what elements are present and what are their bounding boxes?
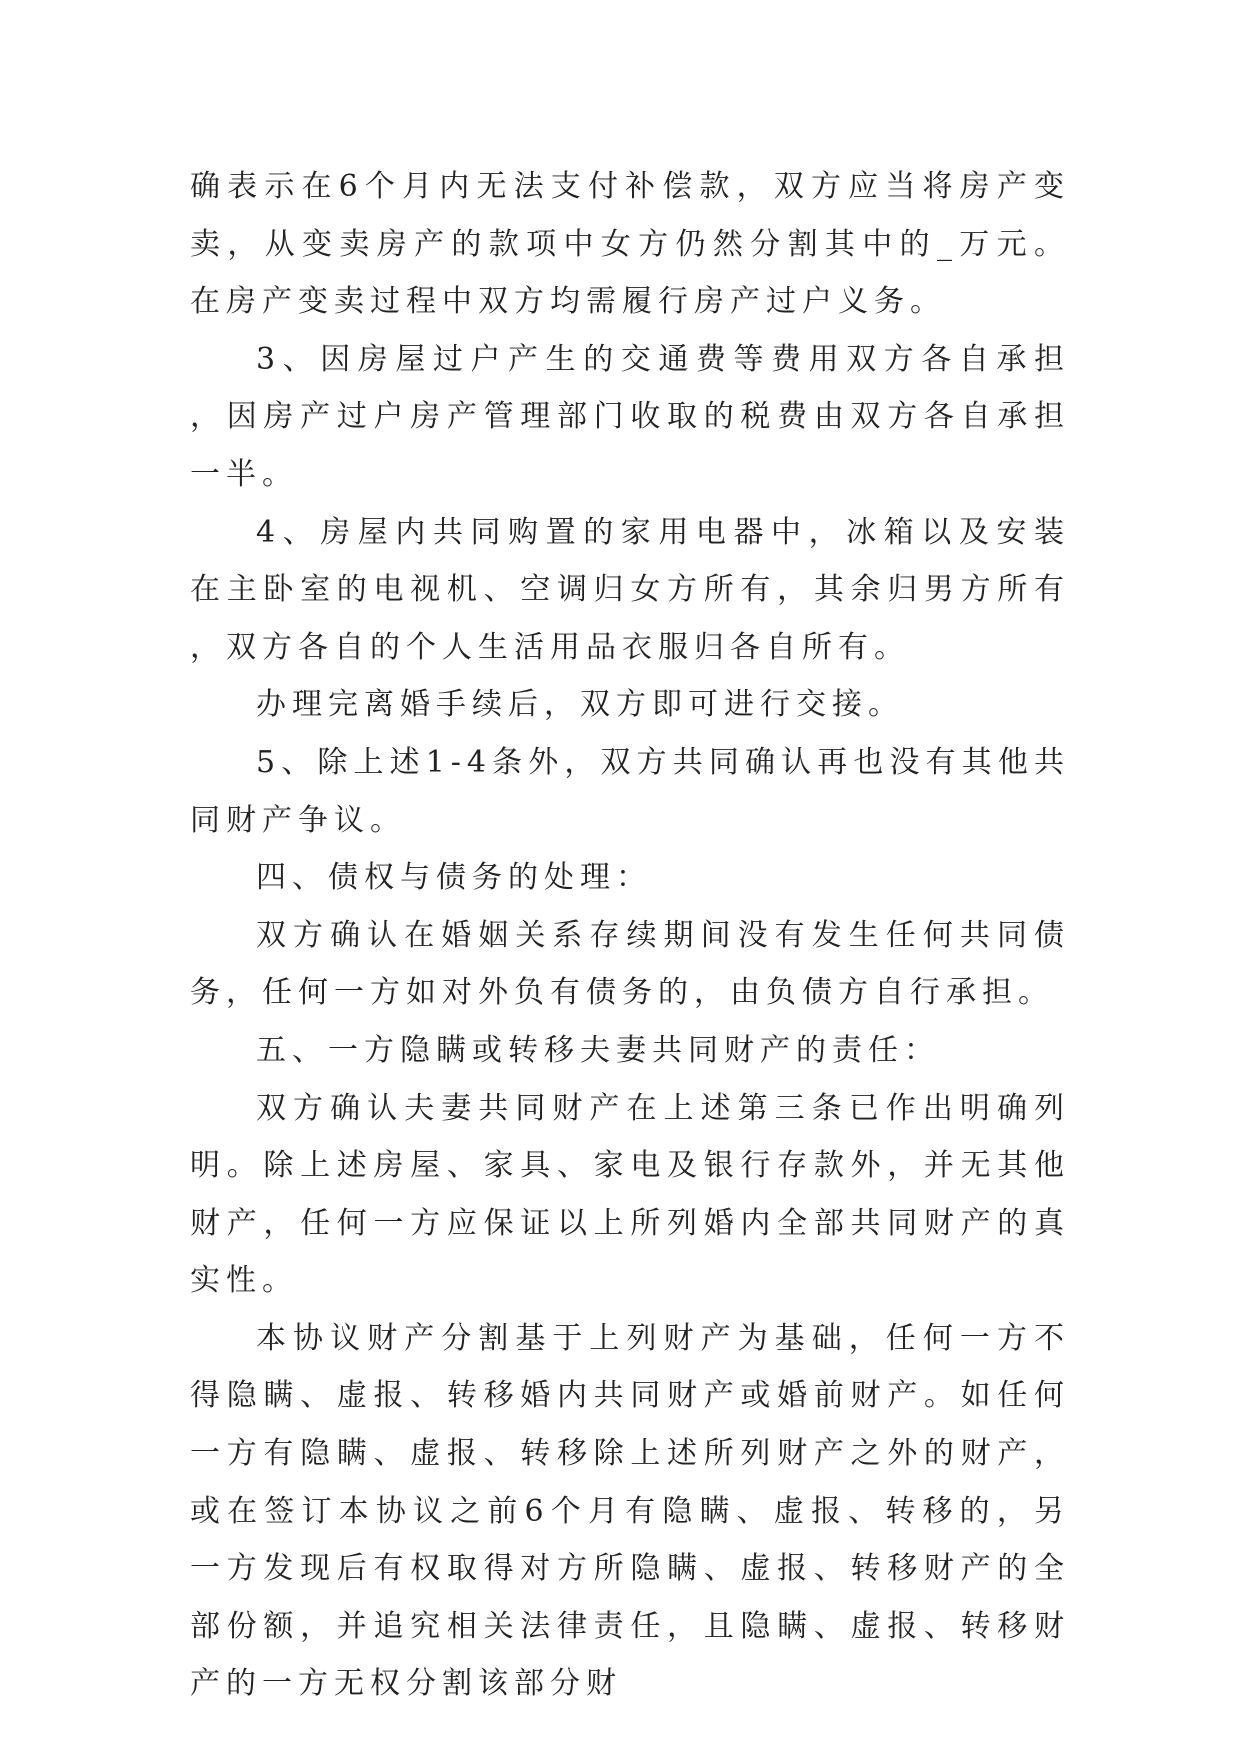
paragraph-clause-4: 4、房屋内共同购置的家用电器中，冰箱以及安装在主卧室的电视机、空调归女方所有，其余归男方所有，双方各自的个人生活用品衣服归各自所有。 [190, 514, 1070, 665]
section-heading-concealment: 五、一方隐瞒或转移夫妻共同财产的责任： [256, 1032, 940, 1068]
paragraph-property-confirmation: 双方确认夫妻共同财产在上述第三条已作出明确列明。除上述房屋、家具、家电及银行存款外，并无其他财产，任何一方应保证以上所列婚内全部共同财产的真实性。 [190, 1090, 1070, 1299]
paragraph-continuation: 确表示在6个月内无法支付补偿款，双方应当将房产变卖，从变卖房产的款项中女方仍然分割其中的_万元。在房产变卖过程中双方均需履行房产过户义务。 [190, 169, 1070, 320]
paragraph-clause-3: 3、因房屋过户产生的交通费等费用双方各自承担，因房产过户房产管理部门收取的税费由双方各自承担一半。 [190, 341, 1070, 492]
document-body [190, 158, 1070, 1713]
paragraph-debts: 双方确认在婚姻关系存续期间没有发生任何共同债务，任何一方如对外负有债务的，由负债方自行承担。 [190, 917, 1070, 1011]
section-heading-debts: 四、债权与债务的处理： [256, 860, 652, 896]
paragraph-concealment-liability: 本协议财产分割基于上列财产为基础，任何一方不得隐瞒、虚报、转移婚内共同财产或婚前财产。如任何一方有隐瞒、虚报、转移除上述所列财产之外的财产，或在签订本协议之前6个月有隐瞒、虚报、转移的，另一方发现后有权取得对方所隐瞒、虚报、转移财产的全部份额，并追究相关法律责任，且隐瞒、虚报、转移财产的一方无权分割该部分财 [190, 1320, 1070, 1702]
paragraph-clause-5: 5、除上述1-4条外，双方共同确认再也没有其他共同财产争议。 [190, 744, 1070, 838]
paragraph-handover: 办理完离婚手续后，双方即可进行交接。 [256, 687, 904, 723]
